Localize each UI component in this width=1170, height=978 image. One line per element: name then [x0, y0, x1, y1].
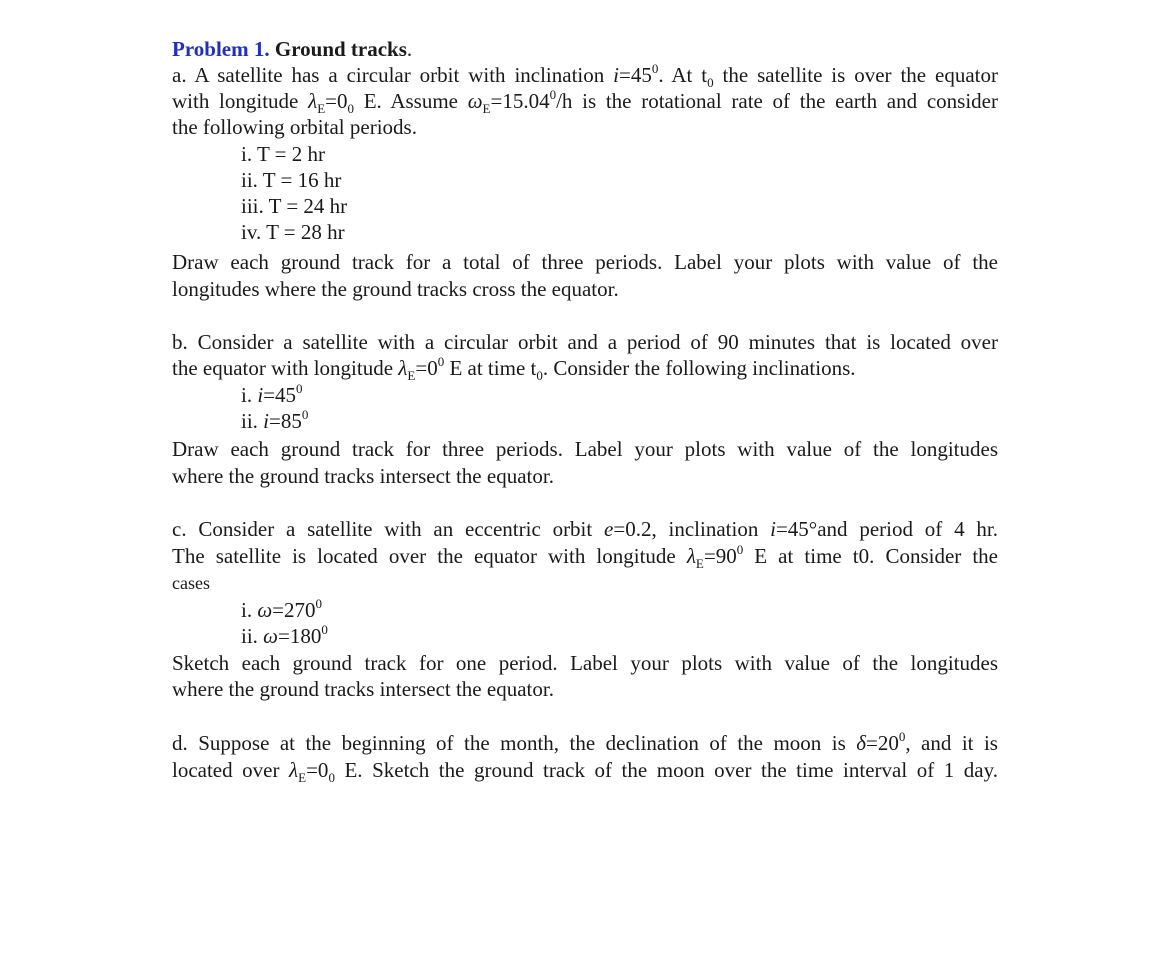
part-b-item-2: ii. $i=85^0$ — [241, 407, 309, 433]
part-b-draw-line-2: where the ground tracks intersect the equator. — [172, 464, 554, 488]
part-d-line-1: d. Suppose at the beginning of the month, the declination of the moon is $\delta=20^0$, and it is — [172, 729, 998, 755]
part-a-item-2: ii. T = 16 hr — [241, 168, 342, 192]
part-c-line-2: The satellite is located over the equator with longitude $\lambda_E=90^0$ E at time t0. Consider the — [172, 542, 998, 572]
part-a-line-3: the following orbital periods. — [172, 115, 417, 139]
part-a-draw-line-1: Draw each ground track for a total of three periods. Label your plots with value of the — [172, 250, 998, 274]
part-b-line-2: the equator with longitude $\lambda_E=0^0$ E at time $t_0$. Consider the following inclinations. — [172, 354, 856, 384]
part-b-item-1: i. $i=45^0$ — [241, 381, 303, 407]
part-c-draw-line-1: Sketch each ground track for one period. Label your plots with value of the longitudes — [172, 651, 998, 675]
part-c-item-2: ii. $\omega=180^0$ — [241, 622, 328, 648]
problem-number: Problem 1. — [172, 37, 270, 61]
part-c-draw-line-2: where the ground tracks intersect the equator. — [172, 677, 554, 701]
problem-heading: Problem 1. Ground tracks. — [172, 37, 413, 61]
part-a-line-1: a. A satellite has a circular orbit with inclination $i=45^0$. At $t_0$ the satellite is over the equator — [172, 61, 998, 91]
part-b-line-1: b. Consider a satellite with a circular orbit and a period of 90 minutes that is located over — [172, 330, 998, 354]
part-a-draw-line-2: longitudes where the ground tracks cross the equator. — [172, 277, 619, 301]
part-a-item-3: iii. T = 24 hr — [241, 194, 348, 218]
part-c-item-1: i. $\omega=270^0$ — [241, 596, 323, 622]
part-a-item-4: iv. T = 28 hr — [241, 220, 345, 244]
part-a-line-2: with longitude $\lambda_E=0_0$ E. Assume $\omega_E=15.04^0/h$ is the rotational rate of the earth and consider — [172, 87, 998, 117]
part-d-line-2: located over $\lambda_E=0_0$ E. Sketch the ground track of the moon over the time interval of 1 day. — [172, 758, 998, 786]
part-c-line-1: c. Consider a satellite with an eccentric orbit e=0.2, inclination i=45°and period of 4 hr. — [172, 517, 998, 541]
part-c-line-3: cases — [172, 573, 210, 593]
problem-title: Ground tracks — [274, 37, 407, 61]
part-a-item-1: i. T = 2 hr — [241, 142, 325, 166]
part-b-draw-line-1: Draw each ground track for three periods. Label your plots with value of the longitudes — [172, 437, 998, 461]
